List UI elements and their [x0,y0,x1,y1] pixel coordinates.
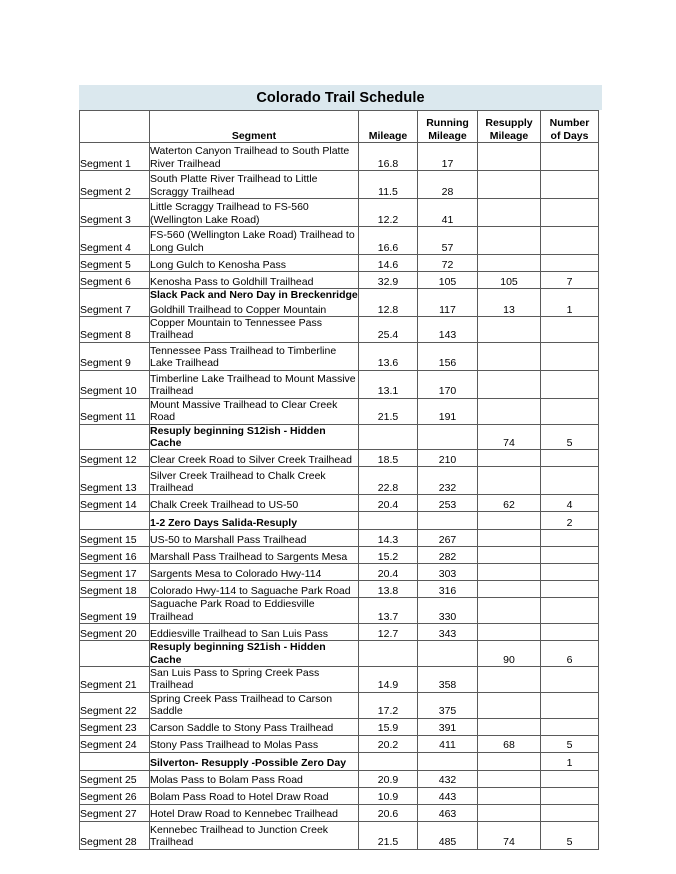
row-running-mileage: 391 [418,718,478,735]
row-mileage: 13.8 [359,581,418,598]
row-segment-label: Segment 16 [80,547,150,564]
row-segment-description: Spring Creek Pass Trailhead to Carson Saddle [150,692,359,718]
row-resupply-mileage: 13 [478,289,541,317]
row-resupply-mileage [478,398,541,424]
row-running-mileage: 432 [418,770,478,787]
table-row [80,530,599,547]
row-segment-description: Hotel Draw Road to Kennebec Trailhead [150,804,359,821]
row-segment-description: San Luis Pass to Spring Creek Pass Trailhead [150,667,359,693]
table-row [80,199,599,227]
row-mileage: 18.5 [359,450,418,467]
row-running-mileage: 232 [418,467,478,495]
row-segment-label: Segment 13 [80,467,150,495]
table-row [80,272,599,289]
row-number-of-days [541,530,599,547]
row-segment-description: Copper Mountain to Tennessee Pass Trailhead [150,317,359,343]
row-segment-description: Clear Creek Road to Silver Creek Trailhead [150,450,359,467]
row-segment-description: Silver Creek Trailhead to Chalk Creek Trailhead [150,467,359,495]
row-running-mileage: 375 [418,692,478,718]
row-number-of-days [541,804,599,821]
row-mileage: 20.4 [359,564,418,581]
row-segment-label: Segment 21 [80,667,150,693]
row-segment-label: Segment 28 [80,821,150,849]
table-row [80,171,599,199]
table-row [80,450,599,467]
table-row [80,581,599,598]
row-segment-label [80,641,150,667]
row-segment-label: Segment 14 [80,495,150,512]
row-resupply-mileage: 74 [478,424,541,450]
row-running-mileage: 17 [418,143,478,171]
row-segment-description: US-50 to Marshall Pass Trailhead [150,530,359,547]
column-header-running-mileage [418,111,478,143]
row-number-of-days: 5 [541,735,599,752]
row-segment-label: Segment 17 [80,564,150,581]
row-mileage: 21.5 [359,398,418,424]
row-running-mileage: 282 [418,547,478,564]
row-resupply-mileage: 90 [478,641,541,667]
row-resupply-mileage [478,530,541,547]
row-resupply-mileage [478,770,541,787]
row-resupply-mileage [478,752,541,770]
row-mileage: 20.4 [359,495,418,512]
row-number-of-days [541,467,599,495]
column-header-resupply-mileage [478,111,541,143]
row-number-of-days [541,227,599,255]
row-running-mileage: 358 [418,667,478,693]
row-number-of-days [541,143,599,171]
row-segment-label: Segment 23 [80,718,150,735]
row-running-mileage: 143 [418,317,478,343]
table-row [80,770,599,787]
document-title-band [79,85,602,110]
row-mileage: 20.2 [359,735,418,752]
table-body [80,143,599,850]
row-segment-label: Segment 3 [80,199,150,227]
row-segment-description: Chalk Creek Trailhead to US-50 [150,495,359,512]
row-running-mileage: 485 [418,821,478,849]
row-note-text: Resuply beginning S21ish - Hidden Cache [150,641,359,667]
row-mileage: 22.8 [359,467,418,495]
row-number-of-days [541,171,599,199]
row-segment-label: Segment 27 [80,804,150,821]
row-number-of-days [541,692,599,718]
row-resupply-mileage [478,787,541,804]
row-segment-label [80,512,150,530]
table-row [80,289,599,317]
row-segment-label: Segment 4 [80,227,150,255]
row-mileage [359,752,418,770]
table-row [80,564,599,581]
table-row [80,342,599,370]
row-segment-label: Segment 15 [80,530,150,547]
row-note-text: Resuply beginning S12ish - Hidden Cache [150,424,359,450]
row-segment-description: Little Scraggy Trailhead to FS-560 (Wellington Lake Road) [150,199,359,227]
row-segment-description: Eddiesville Trailhead to San Luis Pass [150,624,359,641]
row-running-mileage: 156 [418,342,478,370]
row-mileage: 12.7 [359,624,418,641]
row-mileage: 13.1 [359,370,418,398]
row-segment-label: Segment 22 [80,692,150,718]
table-row [80,735,599,752]
row-note-text: Silverton- Resupply -Possible Zero Day [150,752,359,770]
page-title: Colorado Trail Schedule [256,89,425,106]
row-running-mileage: 443 [418,787,478,804]
row-number-of-days [541,787,599,804]
row-mileage: 14.9 [359,667,418,693]
row-number-of-days [541,564,599,581]
row-running-mileage [418,424,478,450]
table-row [80,787,599,804]
row-mileage: 25.4 [359,317,418,343]
row-running-mileage [418,641,478,667]
row-segment-label: Segment 25 [80,770,150,787]
row-number-of-days [541,624,599,641]
row-segment-description: Timberline Lake Trailhead to Mount Massive Trailhead [150,370,359,398]
row-resupply-mileage [478,370,541,398]
row-running-mileage: 41 [418,199,478,227]
row-resupply-mileage [478,598,541,624]
row-segment-description: Tennessee Pass Trailhead to Timberline Lake Trailhead [150,342,359,370]
row-mileage: 14.3 [359,530,418,547]
row-mileage: 12.8 [359,289,418,317]
row-running-mileage: 253 [418,495,478,512]
row-segment-description: Marshall Pass Trailhead to Sargents Mesa [150,547,359,564]
row-number-of-days [541,398,599,424]
row-running-mileage [418,512,478,530]
row-number-of-days [541,450,599,467]
row-resupply-mileage [478,512,541,530]
row-mileage: 17.2 [359,692,418,718]
row-resupply-mileage [478,667,541,693]
row-number-of-days [541,547,599,564]
column-header-segment: Segment [150,111,359,143]
row-running-mileage: 191 [418,398,478,424]
running-mileage-line-1: Running [426,117,469,130]
row-mileage [359,641,418,667]
row-segment-label: Segment 8 [80,317,150,343]
row-segment-description: Colorado Hwy-114 to Saguache Park Road [150,581,359,598]
row-segment-label: Segment 7 [80,289,150,317]
row-resupply-mileage [478,581,541,598]
row-segment-label: Segment 10 [80,370,150,398]
table-row [80,692,599,718]
row-segment-description: Kenosha Pass to Goldhill Trailhead [150,272,359,289]
row-mileage: 14.6 [359,255,418,272]
row-segment-label: Segment 26 [80,787,150,804]
row-number-of-days [541,370,599,398]
row-segment-label: Segment 2 [80,171,150,199]
table-note-row [80,752,599,770]
row-segment-label: Segment 6 [80,272,150,289]
table-row [80,495,599,512]
row-mileage: 13.7 [359,598,418,624]
row-segment-label: Segment 9 [80,342,150,370]
table-row [80,317,599,343]
row-running-mileage [418,752,478,770]
row-segment-description: Carson Saddle to Stony Pass Trailhead [150,718,359,735]
running-mileage-line-2: Mileage [428,129,467,142]
colorado-trail-schedule-table [79,110,599,850]
row-number-of-days [541,255,599,272]
row-mileage [359,512,418,530]
table-row [80,804,599,821]
row-number-of-days: 5 [541,424,599,450]
row-number-of-days [541,199,599,227]
table-row [80,370,599,398]
row-resupply-mileage [478,718,541,735]
resupply-mileage-line-1: Resupply [485,117,533,130]
row-resupply-mileage [478,227,541,255]
row-segment-description: South Platte River Trailhead to Little Scraggy Trailhead [150,171,359,199]
column-header-number-of-days [541,111,599,143]
row-segment-description: Bolam Pass Road to Hotel Draw Road [150,787,359,804]
row-mileage: 20.6 [359,804,418,821]
row-running-mileage: 170 [418,370,478,398]
row-number-of-days: 7 [541,272,599,289]
row-mileage: 16.8 [359,143,418,171]
row-segment-description: Molas Pass to Bolam Pass Road [150,770,359,787]
row-mileage [359,424,418,450]
row-segment-description [150,289,359,317]
row-running-mileage: 105 [418,272,478,289]
row-segment-label: Segment 12 [80,450,150,467]
row-number-of-days [541,342,599,370]
column-header-blank [80,111,150,143]
row-running-mileage: 343 [418,624,478,641]
row-segment-description: Kennebec Trailhead to Junction Creek Trailhead [150,821,359,849]
row-segment-label: Segment 1 [80,143,150,171]
row-number-of-days: 2 [541,512,599,530]
row-mileage: 11.5 [359,171,418,199]
row-segment-description: Sargents Mesa to Colorado Hwy-114 [150,564,359,581]
row-mileage: 21.5 [359,821,418,849]
row-segment-description: Stony Pass Trailhead to Molas Pass [150,735,359,752]
row-description-text: Goldhill Trailhead to Copper Mountain [150,303,327,316]
column-header-mileage: Mileage [359,111,418,143]
table-row [80,255,599,272]
row-note-text: Slack Pack and Nero Day in Breckenridge [150,289,358,302]
row-resupply-mileage [478,624,541,641]
row-resupply-mileage [478,450,541,467]
row-mileage: 12.2 [359,199,418,227]
row-resupply-mileage: 74 [478,821,541,849]
row-resupply-mileage [478,255,541,272]
row-number-of-days [541,718,599,735]
row-running-mileage: 72 [418,255,478,272]
row-note-text: 1-2 Zero Days Salida-Resuply [150,512,359,530]
table-note-row [80,512,599,530]
row-running-mileage: 330 [418,598,478,624]
resupply-mileage-line-2: Mileage [489,129,529,142]
row-number-of-days [541,317,599,343]
row-resupply-mileage [478,342,541,370]
row-mileage: 10.9 [359,787,418,804]
table-row [80,598,599,624]
row-number-of-days [541,581,599,598]
table-row [80,467,599,495]
row-running-mileage: 316 [418,581,478,598]
row-running-mileage: 303 [418,564,478,581]
row-resupply-mileage [478,547,541,564]
table-note-row [80,641,599,667]
row-resupply-mileage [478,564,541,581]
table-row [80,821,599,849]
row-resupply-mileage: 62 [478,495,541,512]
row-segment-label: Segment 11 [80,398,150,424]
row-running-mileage: 411 [418,735,478,752]
row-number-of-days: 5 [541,821,599,849]
row-running-mileage: 57 [418,227,478,255]
row-number-of-days: 1 [541,752,599,770]
row-mileage: 32.9 [359,272,418,289]
row-mileage: 20.9 [359,770,418,787]
row-number-of-days [541,598,599,624]
table-row [80,667,599,693]
table-note-row [80,424,599,450]
row-segment-label [80,752,150,770]
row-segment-description: Saguache Park Road to Eddiesville Trailhead [150,598,359,624]
row-number-of-days [541,770,599,787]
row-segment-label: Segment 18 [80,581,150,598]
row-running-mileage: 463 [418,804,478,821]
row-mileage: 15.2 [359,547,418,564]
row-resupply-mileage: 68 [478,735,541,752]
row-resupply-mileage [478,317,541,343]
row-resupply-mileage [478,143,541,171]
table-row [80,624,599,641]
row-segment-label: Segment 5 [80,255,150,272]
row-segment-description: Waterton Canyon Trailhead to South Platte River Trailhead [150,143,359,171]
table-row [80,398,599,424]
row-resupply-mileage [478,692,541,718]
row-mileage: 16.6 [359,227,418,255]
table-row [80,227,599,255]
row-segment-description: Mount Massive Trailhead to Clear Creek Road [150,398,359,424]
number-of-days-line-2: of Days [550,129,589,142]
row-resupply-mileage [478,804,541,821]
table-row [80,718,599,735]
row-mileage: 15.9 [359,718,418,735]
row-running-mileage: 267 [418,530,478,547]
row-running-mileage: 28 [418,171,478,199]
row-resupply-mileage: 105 [478,272,541,289]
row-resupply-mileage [478,199,541,227]
row-segment-description: FS-560 (Wellington Lake Road) Trailhead to Long Gulch [150,227,359,255]
row-segment-label: Segment 19 [80,598,150,624]
table-row [80,143,599,171]
row-resupply-mileage [478,171,541,199]
row-number-of-days: 4 [541,495,599,512]
table-row [80,547,599,564]
row-segment-label [80,424,150,450]
row-segment-label: Segment 20 [80,624,150,641]
table-header [80,111,599,143]
row-resupply-mileage [478,467,541,495]
row-running-mileage: 117 [418,289,478,317]
row-running-mileage: 210 [418,450,478,467]
row-number-of-days [541,667,599,693]
row-segment-description: Long Gulch to Kenosha Pass [150,255,359,272]
row-segment-label: Segment 24 [80,735,150,752]
number-of-days-line-1: Number [549,117,590,130]
row-number-of-days: 1 [541,289,599,317]
row-number-of-days: 6 [541,641,599,667]
table-header-row [80,111,599,143]
row-mileage: 13.6 [359,342,418,370]
